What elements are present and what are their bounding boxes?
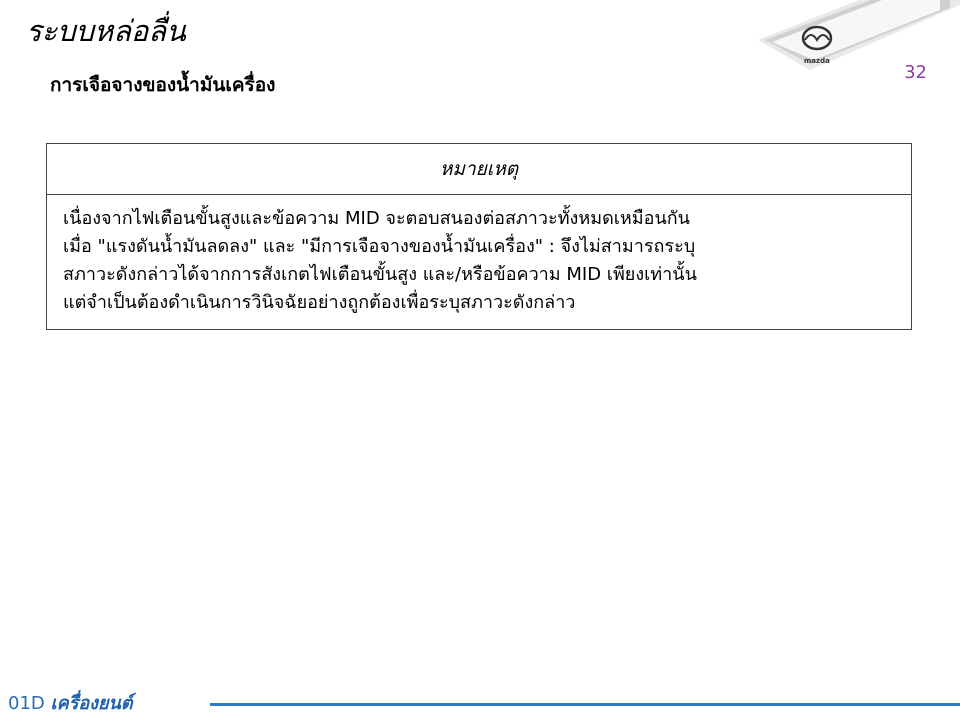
note-line: เมื่อ "แรงดันน้ำมันลดลง" และ "มีการเจือจางของน้ำมันเครื่อง" : จึงไม่สามารถระบุ bbox=[63, 236, 696, 257]
note-header: หมายเหตุ bbox=[47, 144, 911, 195]
footer-label bbox=[8, 688, 133, 717]
footer-text: เครื่องยนต์ bbox=[50, 693, 133, 714]
mazda-logo-band bbox=[740, 0, 960, 80]
section-heading: การเจือจางของน้ำมันเครื่อง bbox=[50, 74, 276, 96]
note-box bbox=[46, 143, 912, 330]
mazda-wordmark: mazda bbox=[804, 57, 830, 65]
note-line: สภาวะดังกล่าวได้จากการสังเกตไฟเตือนขั้นสูง และ/หรือข้อความ MID เพียงเท่านั้น bbox=[63, 264, 697, 285]
note-line: เนื่องจากไฟเตือนขั้นสูงและข้อความ MID จะตอบสนองต่อสภาวะทั้งหมดเหมือนกัน bbox=[63, 208, 690, 229]
note-body bbox=[47, 195, 911, 329]
note-line: แต่จำเป็นต้องดำเนินการวินิจฉัยอย่างถูกต้องเพื่อระบุสภาวะดังกล่าว bbox=[63, 292, 576, 313]
footer-code: 01D bbox=[8, 693, 45, 714]
page-number: 32 bbox=[904, 62, 927, 83]
slide-title: ระบบหล่อลื่น bbox=[26, 14, 186, 48]
mazda-logo bbox=[740, 0, 960, 80]
footer-rule bbox=[210, 703, 960, 706]
